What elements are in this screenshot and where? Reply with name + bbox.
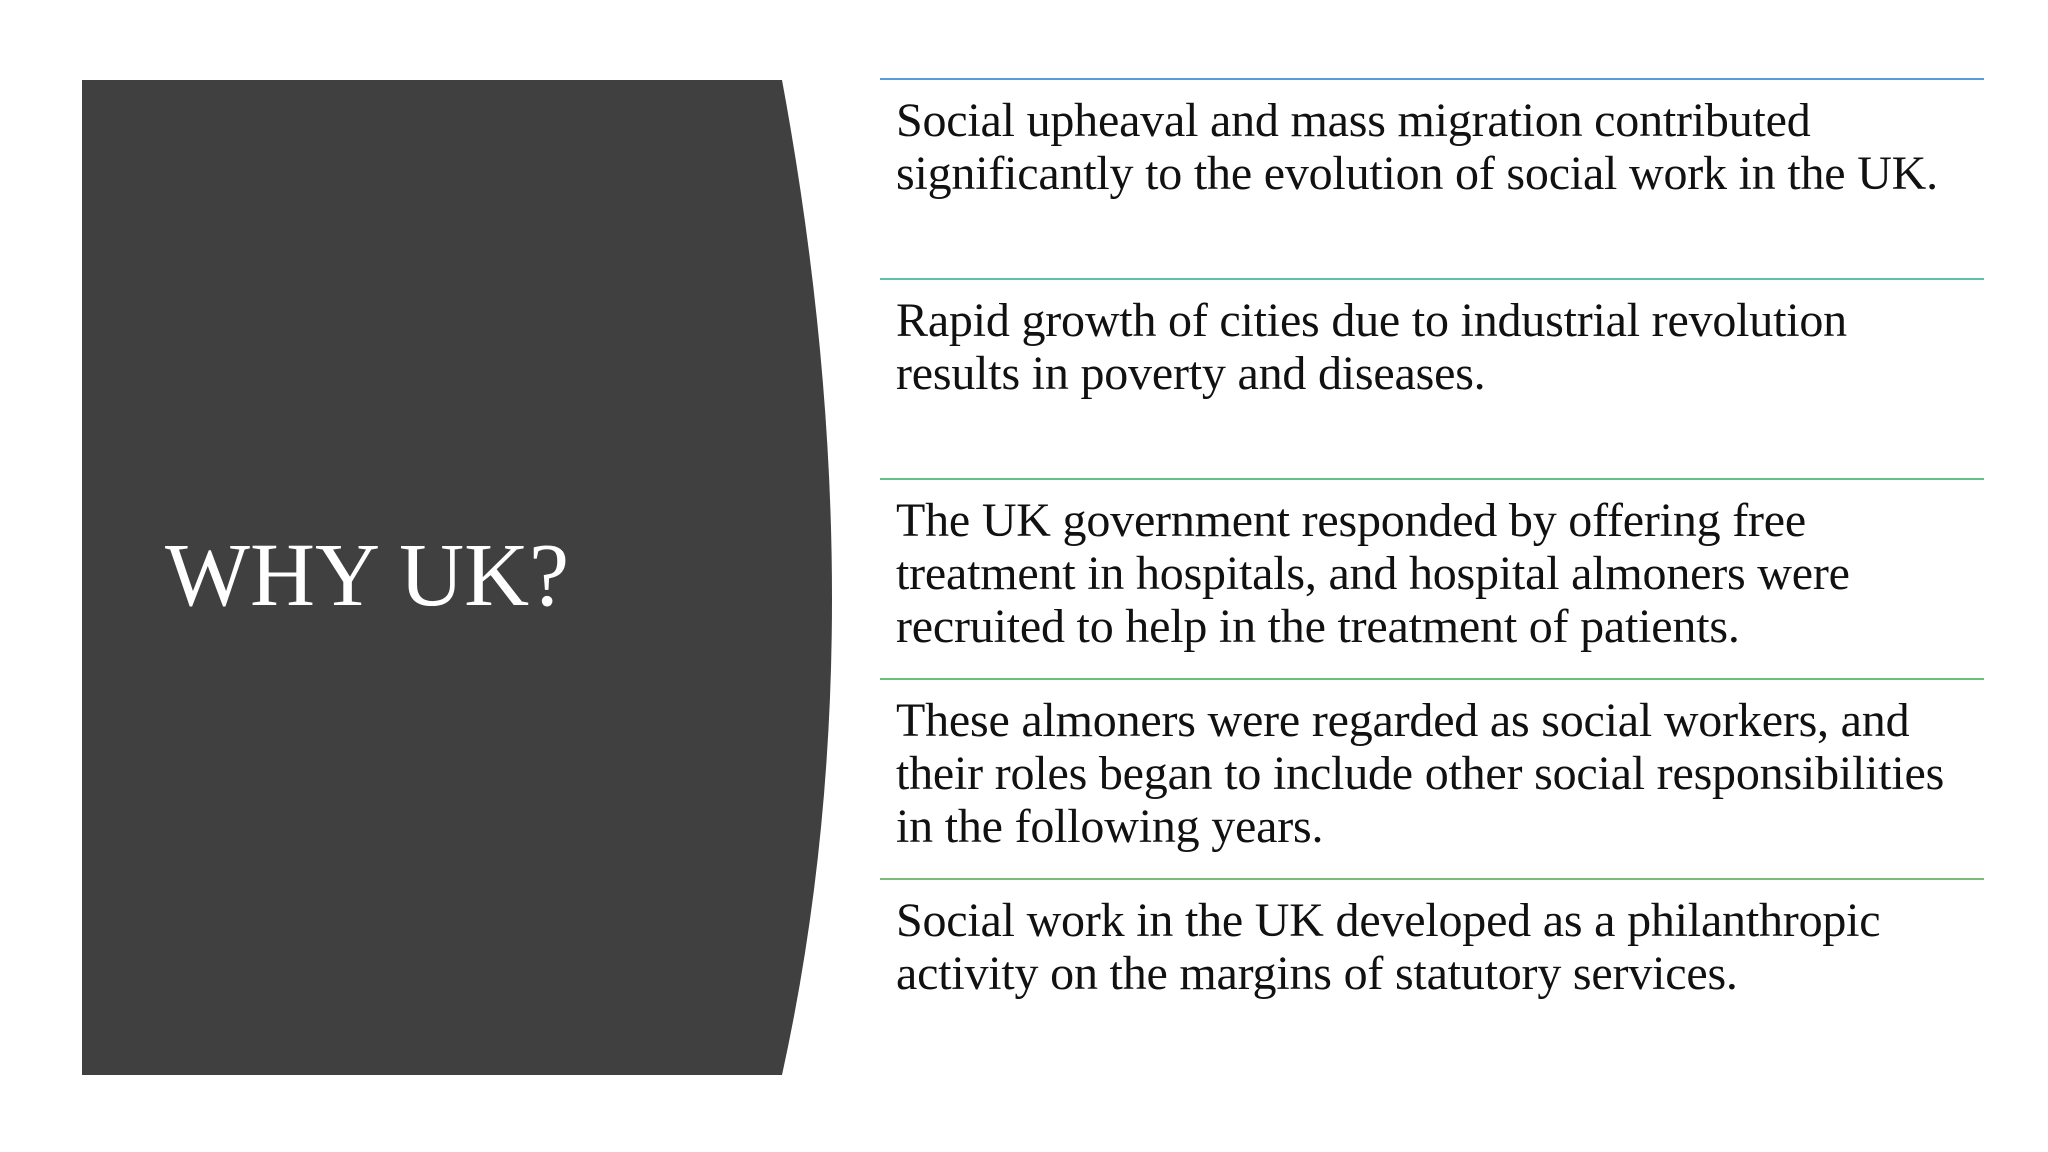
list-item [880, 78, 1984, 278]
bullet-list [880, 78, 1984, 1078]
list-item [880, 478, 1984, 678]
list-item-text: Rapid growth of cities due to industrial revolution results in poverty and diseases. [896, 294, 1847, 400]
list-item [880, 278, 1984, 478]
list-item-text: Social work in the UK developed as a philanthropic activity on the margins of statutory services. [896, 894, 1881, 1000]
list-item-text: These almoners were regarded as social workers, and their roles began to include other social responsibilities in the following years. [896, 694, 1945, 853]
list-item-text: The UK government responded by offering free treatment in hospitals, and hospital almoners were recruited to help in the treatment of patients. [896, 494, 1850, 653]
list-item-text: Social upheaval and mass migration contributed significantly to the evolution of social work in the UK. [896, 94, 1938, 200]
slide-title: WHY UK? [165, 526, 570, 625]
list-item [880, 678, 1984, 878]
list-item [880, 878, 1984, 1078]
